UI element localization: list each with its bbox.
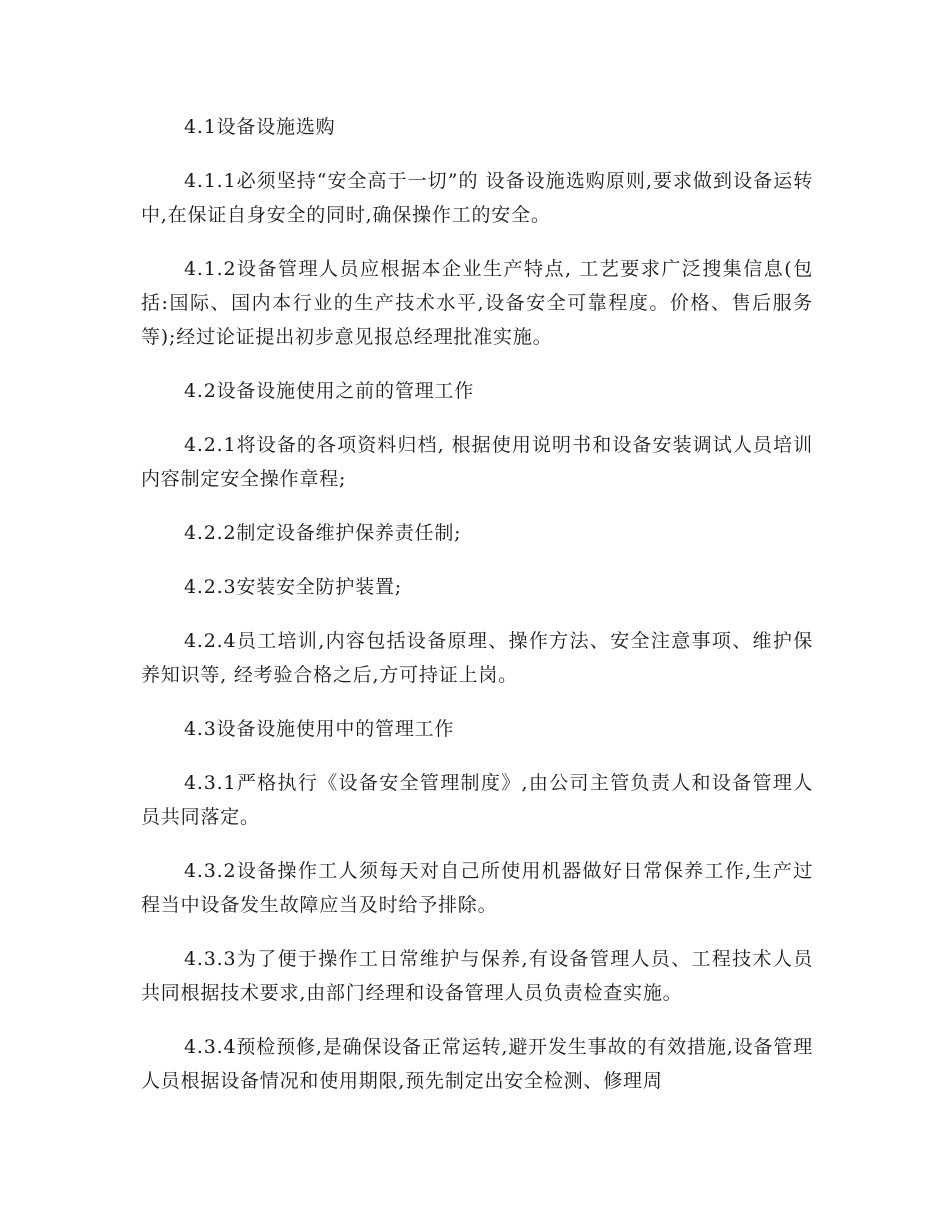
paragraph-4-3-2: 4.3.2设备操作工人须每天对自己所使用机器做好日常保养工作,生产过程当中设备发生故障应当及时给予排除。 bbox=[141, 860, 813, 916]
paragraph-4-1-1: 4.1.1必须坚持“安全高于一切”的 设备设施选购原则,要求做到设备运转中,在保证自身安全的同时,确保操作工的安全。 bbox=[141, 170, 813, 226]
paragraph-4-3-4: 4.3.4预检预修,是确保设备正常运转,避开发生事故的有效措施,设备管理人员根据设备情况和使用期限,预先制定出安全检测、修理周 bbox=[141, 1036, 813, 1092]
section-heading-4-3: 4.3设备设施使用中的管理工作 bbox=[184, 718, 455, 740]
paragraph-4-1-2: 4.1.2设备管理人员应根据本企业生产特点, 工艺要求广泛搜集信息(包括:国际、国内本行业的生产技术水平,设备安全可靠程度。价格、售后服务等);经过论证提出初步意见报总经理批准实施。 bbox=[141, 258, 813, 348]
document-body bbox=[141, 110, 813, 1118]
section-heading-4-1: 4.1设备设施选购 bbox=[184, 116, 336, 138]
paragraph-4-3-1: 4.3.1严格执行《设备安全管理制度》,由公司主管负责人和设备管理人员共同落定。 bbox=[141, 772, 813, 828]
paragraph-4-3-3: 4.3.3为了便于操作工日常维护与保养,有设备管理人员、工程技术人员共同根据技术要求,由部门经理和设备管理人员负责检查实施。 bbox=[141, 948, 813, 1004]
paragraph-4-2-1: 4.2.1将设备的各项资料归档, 根据使用说明书和设备安装调试人员培训内容制定安全操作章程; bbox=[141, 434, 813, 490]
section-heading-4-2: 4.2设备设施使用之前的管理工作 bbox=[184, 380, 475, 402]
paragraph-4-2-3: 4.2.3安装安全防护装置; bbox=[184, 576, 402, 598]
paragraph-4-2-4: 4.2.4员工培训,内容包括设备原理、操作方法、安全注意事项、维护保养知识等, 经考验合格之后,方可持证上岗。 bbox=[141, 630, 813, 686]
paragraph-4-2-2: 4.2.2制定设备维护保养责任制; bbox=[184, 522, 462, 544]
